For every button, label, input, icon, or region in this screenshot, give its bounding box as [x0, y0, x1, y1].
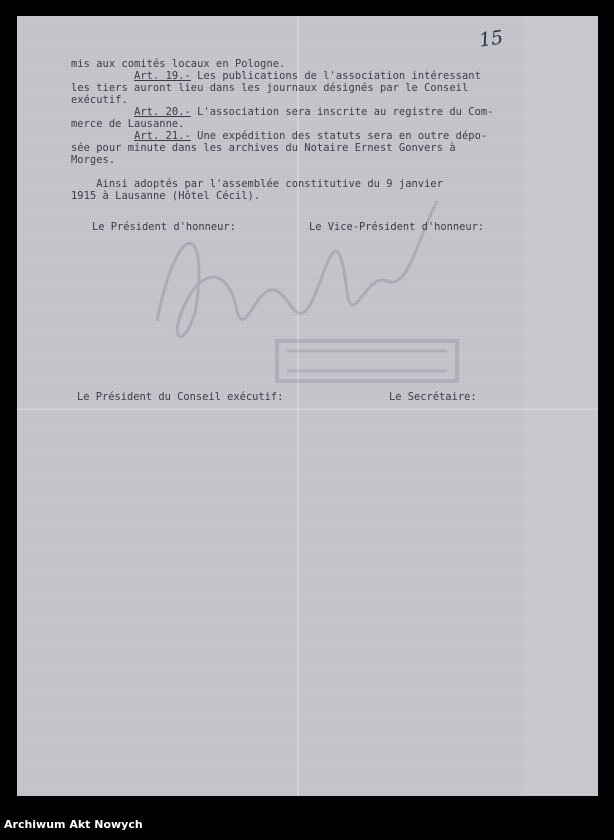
article-19-label: Art. 19.-	[134, 70, 191, 82]
secretary-label: Le Secrétaire:	[389, 391, 477, 403]
paper-edge-strip	[522, 16, 598, 796]
faint-signature-stamp	[137, 181, 477, 411]
article-19-line-1: Art. 19.- Les publications de l'association intéressant	[134, 70, 481, 82]
article-20-line-1: Art. 20.- L'association sera inscrite au registre du Com-	[134, 106, 494, 118]
article-20-label: Art. 20.-	[134, 106, 191, 118]
intro-line: mis aux comités locaux en Pologne.	[71, 58, 286, 70]
statute-text	[71, 58, 521, 202]
honorary-vice-president-label: Le Vice-Président d'honneur:	[309, 221, 485, 233]
handwritten-page-number: 15	[477, 26, 505, 52]
council-president-label: Le Président du Conseil exécutif:	[77, 391, 284, 403]
adoption-line-2: 1915 à Lausanne (Hôtel Cécil).	[71, 190, 261, 202]
article-19-line-3: exécutif.	[71, 94, 128, 106]
article-19-line-2: les tiers auront lieu dans les journaux désignés par le Conseil	[71, 82, 469, 94]
archive-footer: Archiwum Akt Nowych	[4, 818, 143, 831]
article-21-line-2: sée pour minute dans les archives du Notaire Ernest Gonvers à	[71, 142, 456, 154]
article-21-line-3: Morges.	[71, 154, 116, 166]
article-20-line-2: merce de Lausanne.	[71, 118, 185, 130]
document-page	[17, 16, 598, 796]
article-21-label: Art. 21.-	[134, 130, 191, 142]
honorary-president-label: Le Président d'honneur:	[92, 221, 236, 233]
adoption-line-1: Ainsi adoptés par l'assemblée constitutive du 9 janvier	[71, 178, 444, 190]
article-21-line-1: Art. 21.- Une expédition des statuts sera en outre dépo-	[134, 130, 488, 142]
